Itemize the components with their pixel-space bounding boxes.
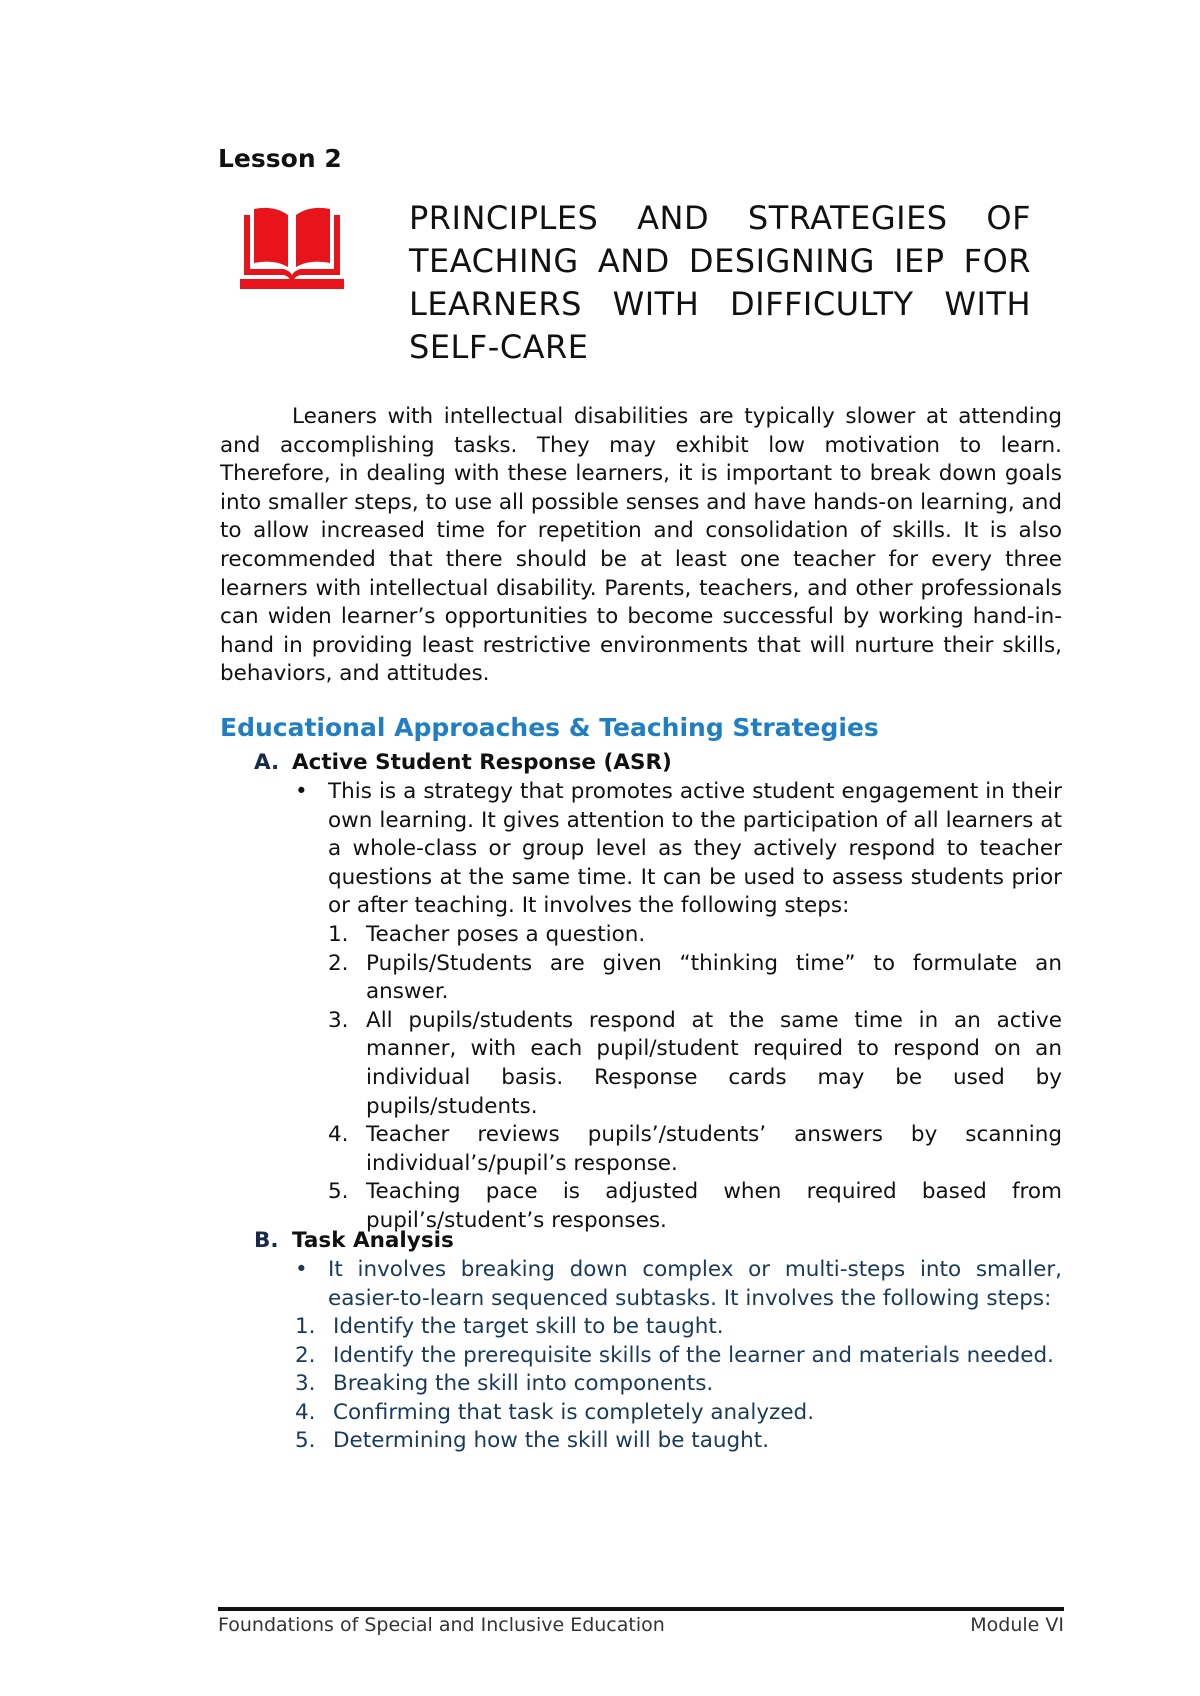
step-number: 5. (295, 1428, 316, 1454)
step-text: Confirming that task is completely analyzed. (333, 1399, 815, 1425)
step-text: Determining how the skill will be taught. (333, 1428, 770, 1454)
footer-divider (218, 1607, 1064, 1611)
open-book-icon (240, 205, 344, 291)
bullet-item: • This is a strategy that promotes active student engagement in their own learning. It gives attention to the participation of all learners at a whole-class or group level as they actively respond to teacher questions at the same time. It can be used to assess students prior or after teaching. It involves the following steps: (295, 778, 1062, 921)
step-number: 2. (295, 1342, 316, 1368)
step-number: 1. (295, 1314, 316, 1339)
strategy-title: Task Analysis (292, 1228, 454, 1253)
step-number: 1. (328, 922, 349, 947)
step-number: 2. (328, 950, 349, 976)
step-text: All pupils/students respond at the same time in an active manner, with each pupil/student required to respond on an individual basis. Response cards may be used by pupils/students. (366, 1007, 1062, 1119)
strategy-heading-a (254, 750, 672, 775)
bullet-item: • It involves breaking down complex or multi-steps into smaller, easier-to-learn sequenced subtasks. It involves the following steps: (295, 1256, 1062, 1313)
strategy-b-bullet-list (295, 1256, 1062, 1313)
step-text: Breaking the skill into components. (333, 1371, 714, 1397)
step-number: 4. (328, 1122, 349, 1148)
step-text: Teaching pace is adjusted when required based from pupil’s/student’s responses. (366, 1179, 1062, 1233)
strategy-letter: B. (254, 1228, 279, 1253)
intro-paragraph: Leaners with intellectual disabilities are typically slower at attending and accomplishing tasks. They may exhibit low motivation to learn. Therefore, in dealing with these learners, it is important to break down goals into smaller steps, to use all possible senses and have hands-on learning, and to allow increased time for repetition and consolidation of skills. It is also recommended that there should be at least one teacher for every three learners with intellectual disability. Parents, teachers, and other professionals can widen learner’s opportunities to become successful by working hand-in-hand in providing least restrictive environments that will nurture their skills, behaviors, and attitudes. (220, 404, 1062, 687)
strategy-b-steps (295, 1313, 1062, 1456)
list-item (328, 1178, 1062, 1235)
strategy-letter: A. (254, 750, 280, 775)
step-number: 4. (295, 1399, 316, 1425)
list-item (328, 1121, 1062, 1178)
step-text: Identify the target skill to be taught. (333, 1314, 724, 1339)
list-item (295, 1427, 1062, 1456)
footer-module-label: Module VI (970, 1614, 1064, 1636)
step-number: 3. (328, 1007, 349, 1033)
list-item (295, 1399, 1062, 1428)
list-item (295, 1313, 1062, 1342)
strategy-heading-b (254, 1228, 454, 1253)
strategy-title: Active Student Response (ASR) (292, 750, 672, 775)
lesson-label: Lesson 2 (218, 144, 342, 173)
list-item (328, 1007, 1062, 1121)
strategy-a-steps (328, 921, 1062, 1236)
step-text: Identify the prerequisite skills of the learner and materials needed. (333, 1342, 1055, 1368)
section-heading: Educational Approaches & Teaching Strategies (220, 713, 879, 742)
list-item (328, 921, 1062, 950)
list-item (295, 1342, 1062, 1371)
step-text: Teacher poses a question. (366, 922, 646, 947)
list-item (328, 950, 1062, 1007)
strategy-a-bullet-list (295, 778, 1062, 921)
step-text: Pupils/Students are given “thinking time” to formulate an answer. (366, 950, 1062, 1005)
step-number: 5. (328, 1179, 349, 1205)
step-text: Teacher reviews pupils’/students’ answers by scanning individual’s/pupil’s response. (366, 1122, 1062, 1176)
list-item (295, 1370, 1062, 1399)
footer-course-title: Foundations of Special and Inclusive Education (218, 1614, 665, 1636)
lesson-title: PRINCIPLES AND STRATEGIES OF TEACHING AND DESIGNING IEP FOR LEARNERS WITH DIFFICULTY WITH SELF-CARE (409, 199, 1031, 366)
step-number: 3. (295, 1371, 316, 1397)
